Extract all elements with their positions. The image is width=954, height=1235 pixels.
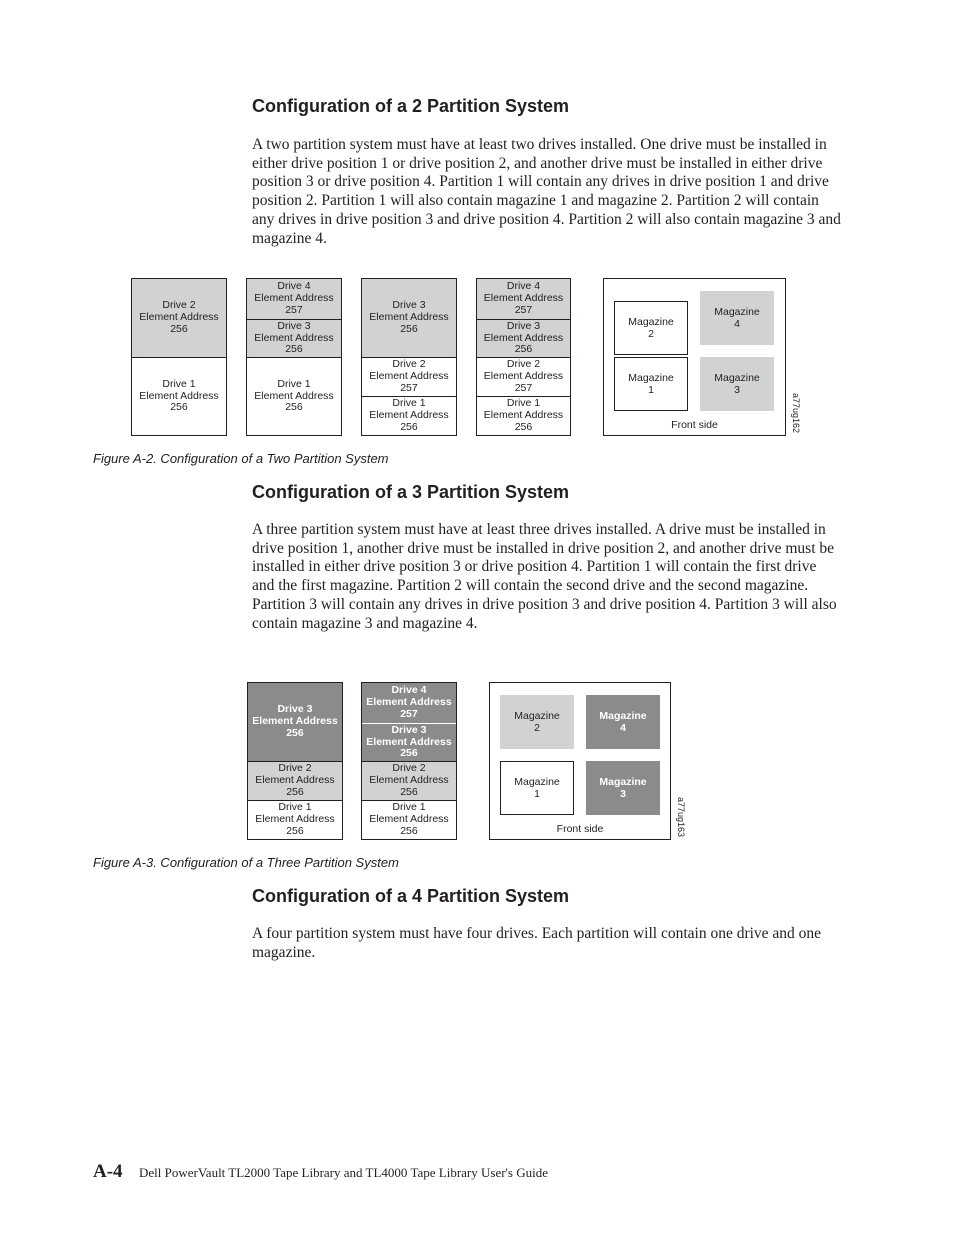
section-heading-4-partition: Configuration of a 4 Partition System [252, 886, 570, 906]
front-side-label: Front side [556, 823, 604, 835]
magazine-panel [603, 278, 786, 436]
drive-cell: Drive 1 Element Address 256 [248, 800, 342, 839]
drive-cell: Drive 2 Element Address 256 [362, 761, 456, 800]
drive-cell: Drive 2 Element Address 256 [248, 761, 342, 800]
drive-cell: Drive 1 Element Address 256 [362, 396, 456, 435]
drive-column-1 [247, 682, 343, 840]
section-paragraph-2-partition: A two partition system must have at least two drives installed. One drive must be installed in either drive position 1 or drive position 2, and another drive must be installed in either drive position 3 or drive position 4. Partition 1 will contain any drives in drive position 1 and drive position 2. Partition 1 will also contain magazine 1 and magazine 2. Partition 2 will contain any drives in drive position 3 and drive position 4. Partition 2 will also contain magazine 3 and magazine 4. [252, 136, 841, 247]
drive-cell: Drive 1 Element Address 256 [247, 357, 341, 435]
page-number: A-4 [93, 1161, 123, 1182]
drive-cell: Drive 2 Element Address 256 [132, 279, 226, 357]
drive-cell: Drive 3 Element Address 256 [362, 279, 456, 357]
drive-cell: Drive 2 Element Address 257 [477, 357, 570, 396]
drive-column-1 [131, 278, 227, 436]
drive-cell: Drive 1 Element Address 256 [132, 357, 226, 435]
magazine-1: Magazine 1 [500, 761, 574, 815]
front-side-label: Front side [671, 419, 718, 431]
drive-column-2 [246, 278, 342, 436]
magazine-3: Magazine 3 [586, 761, 660, 815]
magazine-2: Magazine 2 [500, 695, 574, 749]
figure-id: a77ug163 [676, 797, 686, 838]
section-heading-3-partition: Configuration of a 3 Partition System [252, 482, 570, 502]
drive-cell: Drive 1 Element Address 256 [362, 800, 456, 839]
drive-cell: Drive 4 Element Address 257 [247, 279, 341, 319]
magazine-4: Magazine 4 [700, 291, 774, 345]
figure-id: a77ug162 [791, 393, 801, 434]
drive-column-4 [476, 278, 571, 436]
section-paragraph-3-partition: A three partition system must have at least three drives installed. A drive must be installed in drive position 1, another drive must be installed in drive position 2, and another drive must be installed in either drive position 3 or drive position 4. Partition 1 will contain the first drive and the first magazine. Partition 2 will contain the second drive and the second magazine. Partition 3 will contain any drives in drive position 3 and drive position 4. Partition 3 will also contain magazine 3 and magazine 4. [252, 521, 837, 632]
section-heading-2-partition: Configuration of a 2 Partition System [252, 96, 570, 116]
footer-title: Dell PowerVault TL2000 Tape Library and TL4000 Tape Library User's Guide [139, 1165, 548, 1180]
drive-cell: Drive 3 Element Address 256 [362, 723, 456, 761]
drive-column-3 [361, 278, 457, 436]
figure-caption: Figure A-3. Configuration of a Three Partition System [93, 855, 399, 870]
drive-cell: Drive 4 Element Address 257 [477, 279, 570, 319]
figure-caption: Figure A-2. Configuration of a Two Partition System [93, 451, 389, 466]
drive-cell: Drive 3 Element Address 256 [477, 319, 570, 357]
drive-cell: Drive 3 Element Address 256 [248, 683, 342, 761]
drive-column-2 [361, 682, 457, 840]
magazine-1: Magazine 1 [614, 357, 688, 411]
magazine-panel [489, 682, 671, 840]
magazine-4: Magazine 4 [586, 695, 660, 749]
drive-cell: Drive 1 Element Address 256 [477, 396, 570, 435]
magazine-3: Magazine 3 [700, 357, 774, 411]
drive-cell: Drive 4 Element Address 257 [362, 683, 456, 723]
magazine-2: Magazine 2 [614, 301, 688, 355]
section-paragraph-4-partition: A four partition system must have four drives. Each partition will contain one drive and one magazine. [252, 925, 822, 961]
drive-cell: Drive 2 Element Address 257 [362, 357, 456, 396]
drive-cell: Drive 3 Element Address 256 [247, 319, 341, 357]
